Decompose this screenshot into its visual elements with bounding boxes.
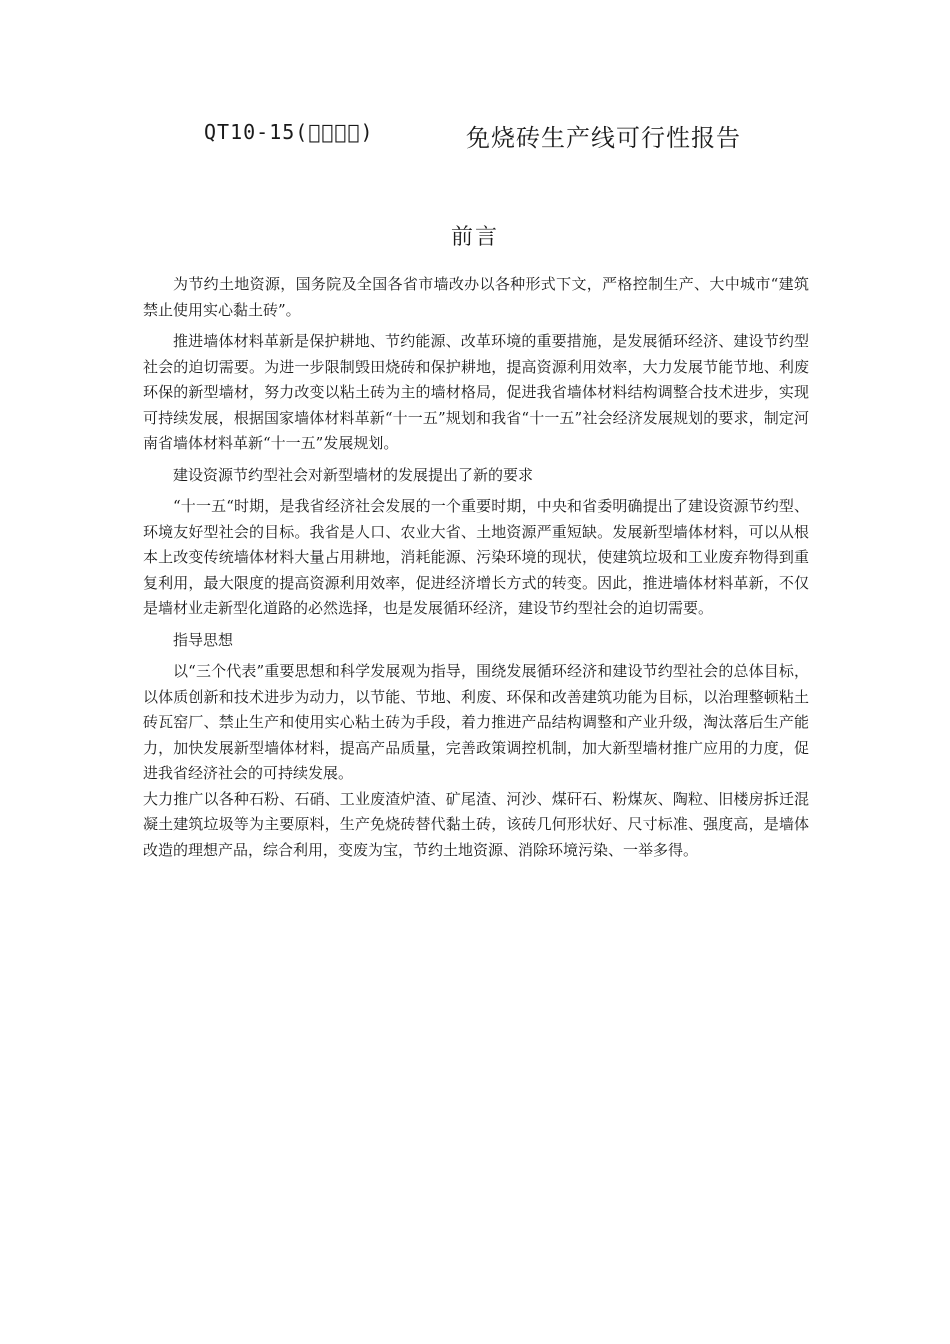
title-main: 免烧砖生产线可行性报告 [466,124,741,152]
paragraph: 大力推广以各种石粉、石硝、工业废渣炉渣、矿尾渣、河沙、煤矸石、粉煤灰、陶粒、旧楼房拆迁混凝土建筑垃圾等为主要原料，生产免烧砖替代黏土砖，该砖几何形状好、尺寸标准、强度高，是墙体改造的理想产品，综合利用，变废为宝，节约土地资源、消除环境污染、一举多得。 [143,789,809,859]
paragraph: 推进墙体材料革新是保护耕地、节约能源、改革环境的重要措施，是发展循环经济、建设节约型社会的迫切需要。为进一步限制毁田烧砖和保护耕地，提高资源利用效率，大力发展节能节地、利废环保的新型墙材，努力改变以粘土砖为主的墙材格局，促进我省墙体材料结构调整合技术进步，实现可持续发展，根据国家墙体材料革新“十一五”规划和我省“十一五”社会经济发展规划的要求，制定河南省墙体材料革新“十一五”发展规划。 [143,332,809,452]
document-body [143,272,809,869]
paragraph: 为节约土地资源，国务院及全国各省市墙改办以各种形式下文，严格控制生产、大中城市“建筑禁止使用实心黏土砖”。 [143,275,809,319]
paragraph: 以“三个代表”重要思想和科学发展观为指导，围绕发展循环经济和建设节约型社会的总体目标，以体质创新和技术进步为动力，以节能、节地、利废、环保和改善建筑功能为目标，以治理整顿粘土砖瓦窑厂、禁止生产和使用实心粘土砖为手段，着力推进产品结构调整和产业升级，淘汰落后生产能力，加快发展新型墙体材料，提高产品质量，完善政策调控机制，加大新型墙材推广应用的力度，促进我省经济社会的可持续发展。 [143,662,809,782]
subheading: 建设资源节约型社会对新型墙材的发展提出了新的要求 [173,465,534,484]
section-heading-preface: 前言 [450,225,499,250]
document-title [0,118,950,154]
title-code: QT10-15(􀀀􀀀􀀀􀀀) [204,120,374,144]
subheading: 指导思想 [173,630,234,649]
paragraph: “十一五“时期，是我省经济社会发展的一个重要时期，中央和省委明确提出了建设资源节约型、环境友好型社会的目标。我省是人口、农业大省、土地资源严重短缺。发展新型墙体材料，可以从根本上改变传统墙体材料大量占用耕地，消耗能源、污染环境的现状，使建筑垃圾和工业废弃物得到重复利用，最大限度的提高资源利用效率，促进经济增长方式的转变。因此，推进墙体材料革新，不仅是墙材业走新型化道路的必然选择，也是发展循环经济，建设节约型社会的迫切需要。 [143,497,809,617]
